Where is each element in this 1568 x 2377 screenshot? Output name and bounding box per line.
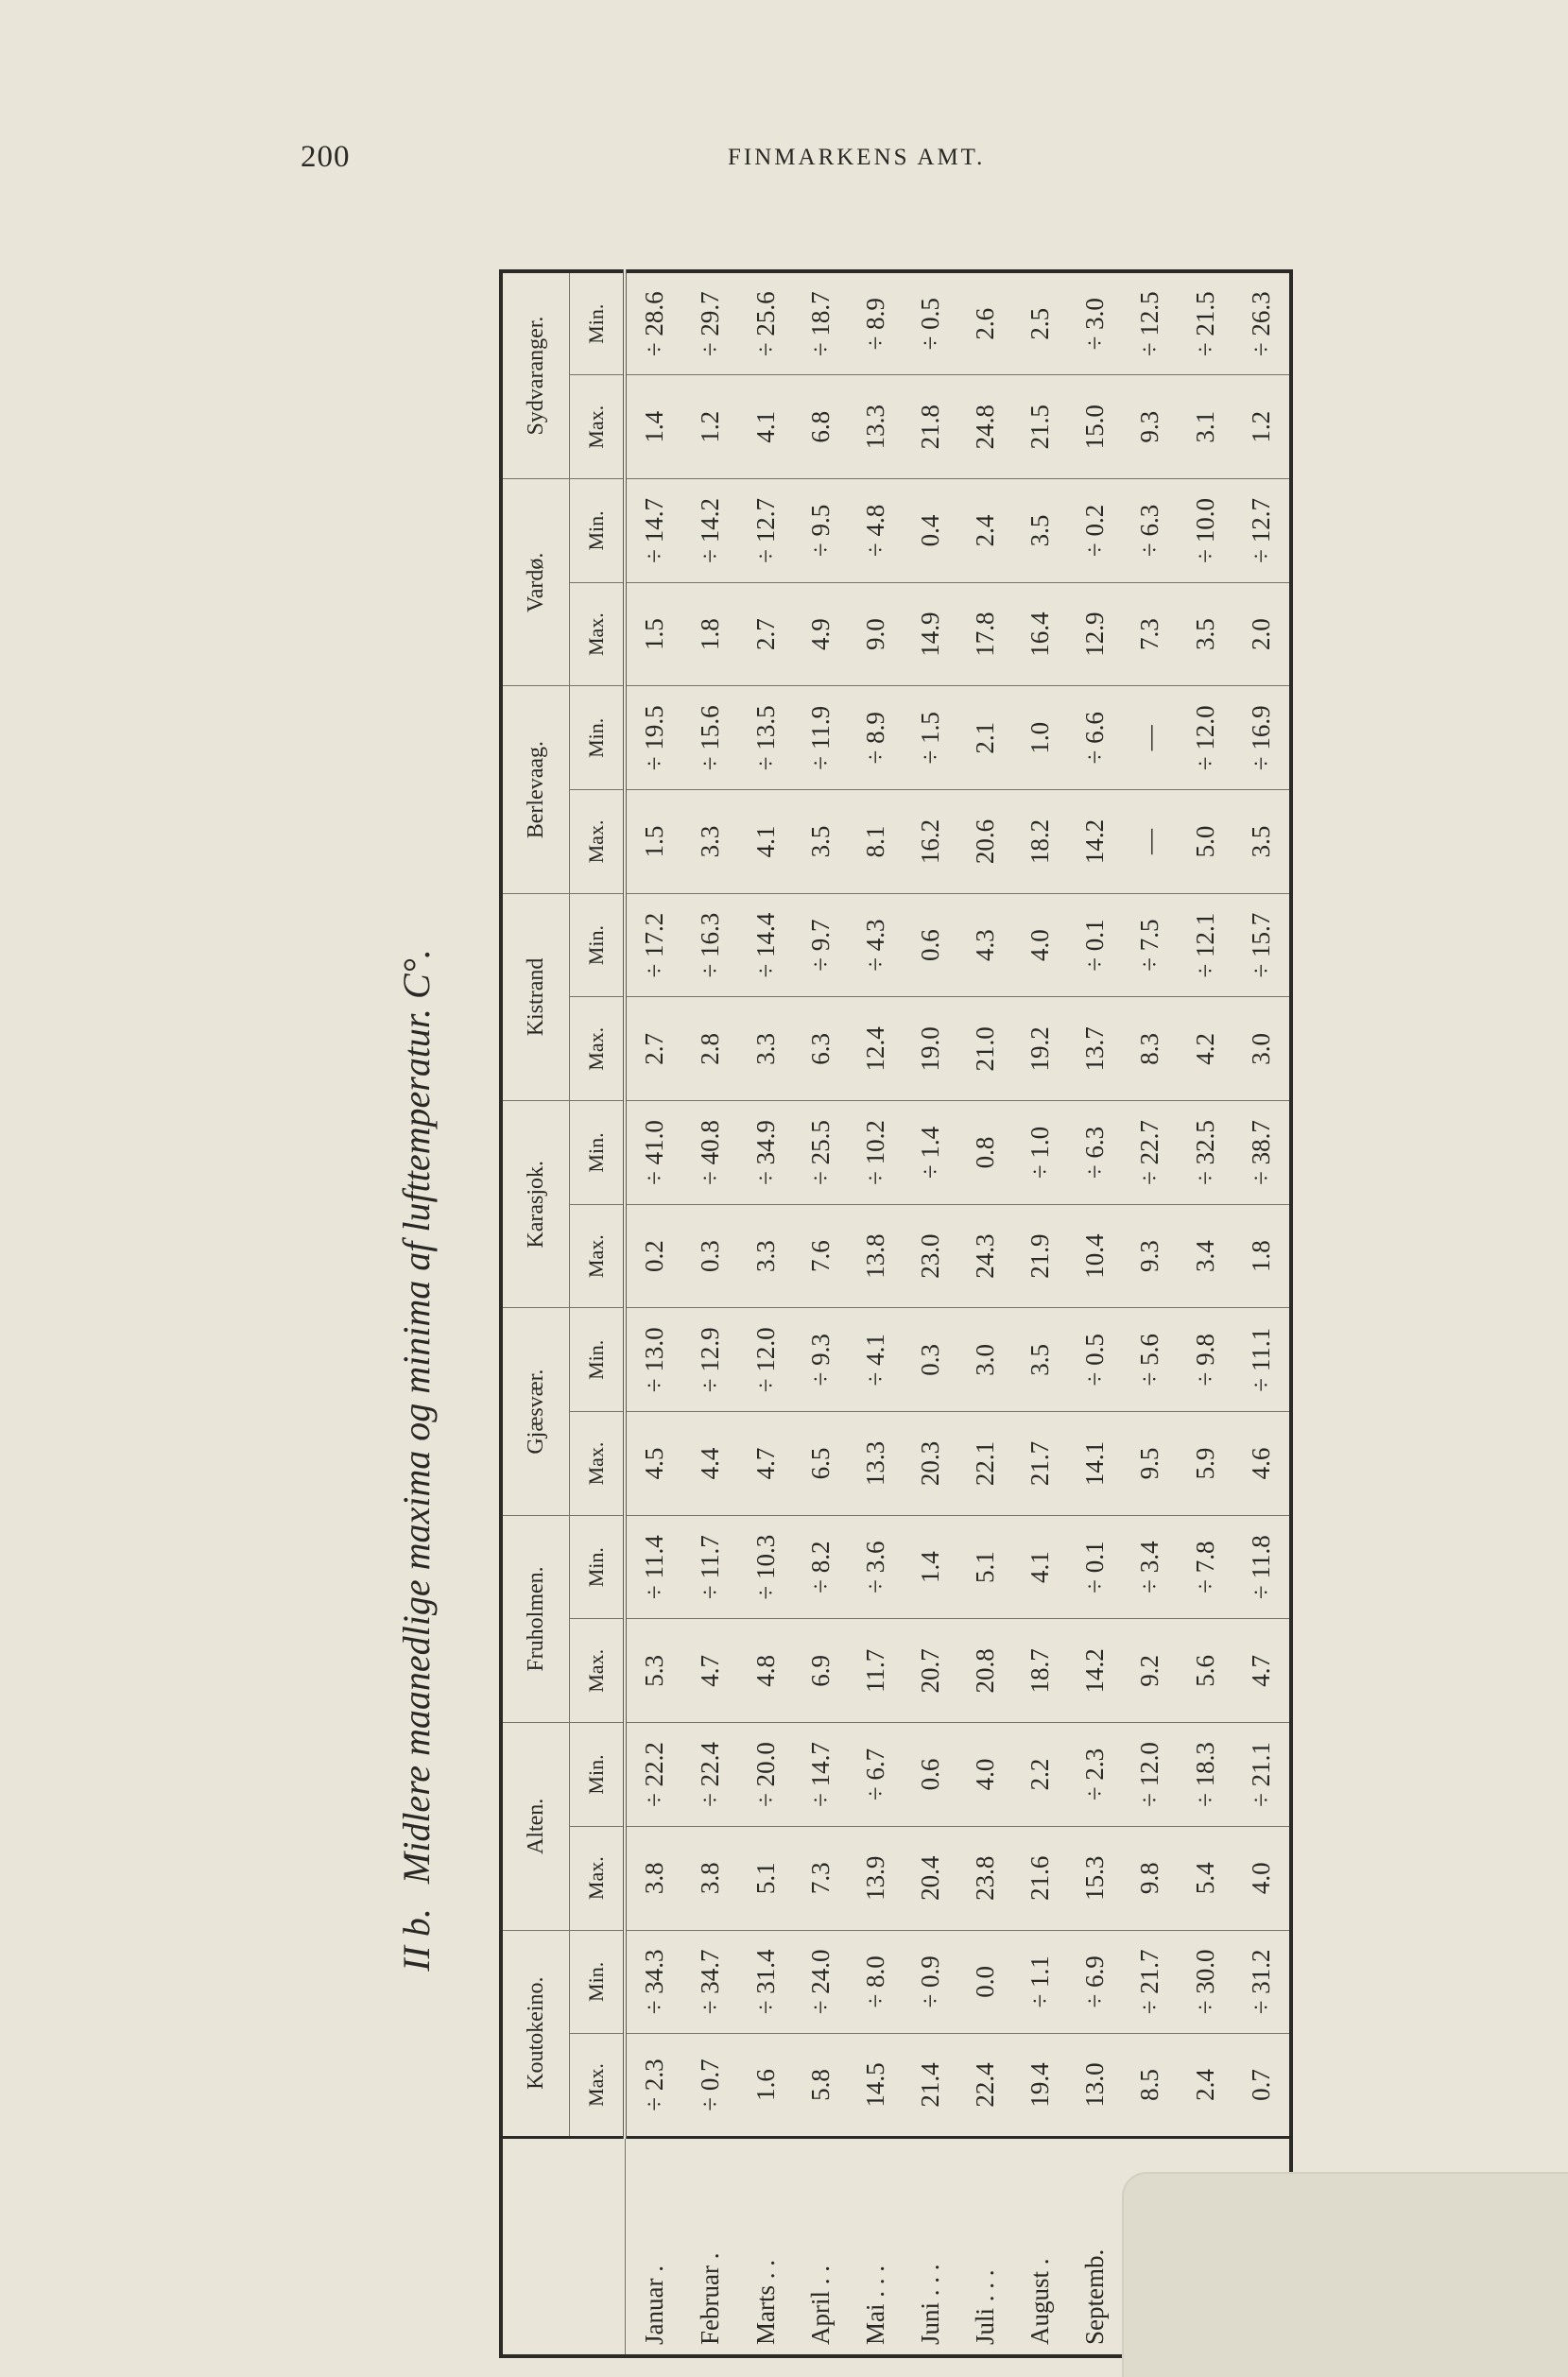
min-value-cell: ÷ 0.1	[1068, 1515, 1123, 1619]
min-value-cell: ÷ 0.2	[1068, 479, 1123, 583]
table-row	[683, 271, 738, 2356]
max-value-cell: 22.1	[958, 1412, 1013, 1516]
min-value-cell: ÷ 21.5	[1178, 271, 1232, 375]
min-subheader: Min.	[570, 1930, 626, 2034]
table-row	[793, 271, 848, 2356]
min-value-cell: ÷ 4.8	[848, 479, 903, 583]
max-value-cell: 12.4	[848, 997, 903, 1101]
max-value-cell: 13.0	[1068, 2034, 1123, 2138]
min-value-cell: ÷ 12.0	[1178, 686, 1232, 790]
max-subheader: Max.	[570, 1826, 626, 1930]
min-value-cell: ÷ 8.9	[848, 686, 903, 790]
max-value-cell: 21.0	[958, 997, 1013, 1101]
min-value-cell: ÷ 22.2	[625, 1723, 683, 1827]
max-value-cell: 3.1	[1178, 375, 1232, 479]
min-value-cell: ÷ 38.7	[1232, 1101, 1291, 1205]
min-value-cell: 4.0	[958, 1723, 1013, 1827]
max-value-cell: 20.8	[958, 1619, 1013, 1723]
max-value-cell: 21.9	[1013, 1204, 1068, 1308]
min-value-cell: ÷ 24.0	[793, 1930, 848, 2034]
max-value-cell: 8.3	[1123, 997, 1178, 1101]
table-designation: II b.	[394, 1908, 438, 1972]
min-value-cell: ÷ 3.0	[1068, 271, 1123, 375]
max-value-cell: 21.7	[1013, 1412, 1068, 1516]
max-value-cell: 5.3	[625, 1619, 683, 1723]
min-value-cell: 3.0	[958, 1308, 1013, 1412]
max-value-cell: 21.5	[1013, 375, 1068, 479]
month-label: Septemb.	[1068, 2137, 1123, 2356]
max-value-cell: 8.5	[1123, 2034, 1178, 2138]
table-row	[958, 271, 1013, 2356]
min-value-cell: ÷ 12.0	[1123, 1723, 1178, 1827]
min-value-cell: ÷ 10.0	[1178, 479, 1232, 583]
max-value-cell: ÷ 0.7	[683, 2034, 738, 2138]
temperature-table	[499, 269, 1293, 2358]
min-value-cell: ÷ 6.3	[1123, 479, 1178, 583]
station-header: Vardø.	[501, 479, 570, 686]
min-value-cell: ÷ 21.7	[1123, 1930, 1178, 2034]
min-subheader: Min.	[570, 271, 626, 375]
min-value-cell: ÷ 29.7	[683, 271, 738, 375]
min-value-cell: ÷ 11.7	[683, 1515, 738, 1619]
table-row	[903, 271, 957, 2356]
min-value-cell: ÷ 14.7	[793, 1723, 848, 1827]
max-value-cell: 21.4	[903, 2034, 957, 2138]
table-frame	[499, 269, 1293, 2358]
max-value-cell: 9.2	[1123, 1619, 1178, 1723]
max-value-cell: 18.2	[1013, 790, 1068, 894]
min-subheader: Min.	[570, 893, 626, 997]
max-value-cell: 14.2	[1068, 790, 1123, 894]
max-value-cell: 9.8	[1123, 1826, 1178, 1930]
max-value-cell: 14.5	[848, 2034, 903, 2138]
table-body	[625, 271, 1291, 2356]
max-value-cell: 3.3	[683, 790, 738, 894]
min-value-cell: ÷ 7.8	[1178, 1515, 1232, 1619]
min-value-cell: ÷ 0.1	[1068, 893, 1123, 997]
min-subheader: Min.	[570, 1101, 626, 1205]
station-header-row	[501, 271, 570, 2356]
max-value-cell: 6.8	[793, 375, 848, 479]
min-value-cell: ÷ 18.3	[1178, 1723, 1232, 1827]
max-value-cell: 4.5	[625, 1412, 683, 1516]
max-value-cell: 3.8	[625, 1826, 683, 1930]
station-header: Sydvaranger.	[501, 271, 570, 479]
min-value-cell: ÷ 14.7	[625, 479, 683, 583]
month-column-header	[501, 2137, 625, 2356]
month-label: August .	[1013, 2137, 1068, 2356]
min-value-cell: ÷ 10.2	[848, 1101, 903, 1205]
min-value-cell: 2.1	[958, 686, 1013, 790]
min-value-cell: 0.6	[903, 1723, 957, 1827]
max-value-cell: 1.4	[625, 375, 683, 479]
min-value-cell: ÷ 6.3	[1068, 1101, 1123, 1205]
max-value-cell: 13.3	[848, 375, 903, 479]
month-label: Januar .	[625, 2137, 683, 2356]
min-value-cell: ÷ 1.1	[1013, 1930, 1068, 2034]
max-value-cell: 9.5	[1123, 1412, 1178, 1516]
max-value-cell: 3.5	[793, 790, 848, 894]
min-value-cell: ÷ 0.5	[903, 271, 957, 375]
min-value-cell: ÷ 12.5	[1123, 271, 1178, 375]
max-value-cell: 13.7	[1068, 997, 1123, 1101]
max-value-cell: 4.7	[1232, 1619, 1291, 1723]
table-row	[1013, 271, 1068, 2356]
min-value-cell: 2.2	[1013, 1723, 1068, 1827]
max-subheader: Max.	[570, 375, 626, 479]
max-value-cell: 7.6	[793, 1204, 848, 1308]
min-value-cell: ÷ 12.9	[683, 1308, 738, 1412]
min-value-cell: 0.8	[958, 1101, 1013, 1205]
min-value-cell: ÷ 9.3	[793, 1308, 848, 1412]
max-value-cell: 19.2	[1013, 997, 1068, 1101]
station-header: Gjæsvær.	[501, 1308, 570, 1515]
min-value-cell: ÷ 3.6	[848, 1515, 903, 1619]
min-value-cell: ÷ 16.9	[1232, 686, 1291, 790]
max-value-cell: 16.2	[903, 790, 957, 894]
max-value-cell: 20.6	[958, 790, 1013, 894]
max-value-cell: 3.8	[683, 1826, 738, 1930]
min-value-cell: ÷ 9.8	[1178, 1308, 1232, 1412]
max-value-cell: 15.3	[1068, 1826, 1123, 1930]
min-value-cell: 0.0	[958, 1930, 1013, 2034]
min-value-cell: ÷ 1.0	[1013, 1101, 1068, 1205]
max-value-cell: 24.8	[958, 375, 1013, 479]
min-value-cell: ÷ 34.9	[738, 1101, 793, 1205]
max-value-cell: —	[1123, 790, 1178, 894]
max-value-cell: 3.3	[738, 1204, 793, 1308]
min-subheader: Min.	[570, 479, 626, 583]
min-value-cell: 2.6	[958, 271, 1013, 375]
max-value-cell: 22.4	[958, 2034, 1013, 2138]
max-value-cell: 20.7	[903, 1619, 957, 1723]
max-value-cell: 7.3	[1123, 582, 1178, 686]
max-value-cell: 0.2	[625, 1204, 683, 1308]
min-value-cell: ÷ 7.5	[1123, 893, 1178, 997]
min-value-cell: ÷ 32.5	[1178, 1101, 1232, 1205]
max-value-cell: 20.3	[903, 1412, 957, 1516]
min-value-cell: 4.0	[1013, 893, 1068, 997]
min-value-cell: ÷ 11.9	[793, 686, 848, 790]
station-header: Alten.	[501, 1723, 570, 1930]
max-value-cell: 0.7	[1232, 2034, 1291, 2138]
max-value-cell: 10.4	[1068, 1204, 1123, 1308]
max-value-cell: 2.7	[738, 582, 793, 686]
min-value-cell: ÷ 12.7	[1232, 479, 1291, 583]
max-value-cell: 5.0	[1178, 790, 1232, 894]
min-value-cell: ÷ 28.6	[625, 271, 683, 375]
max-value-cell: 9.3	[1123, 1204, 1178, 1308]
min-value-cell: 5.1	[958, 1515, 1013, 1619]
month-label: Marts . .	[738, 2137, 793, 2356]
max-value-cell: 3.0	[1232, 997, 1291, 1101]
max-value-cell: 5.8	[793, 2034, 848, 2138]
max-value-cell: 24.3	[958, 1204, 1013, 1308]
min-subheader: Min.	[570, 1515, 626, 1619]
max-value-cell: 1.2	[1232, 375, 1291, 479]
min-value-cell: ÷ 8.0	[848, 1930, 903, 2034]
max-value-cell: 18.7	[1013, 1619, 1068, 1723]
min-value-cell: ÷ 13.0	[625, 1308, 683, 1412]
page-number: 200	[301, 140, 351, 174]
min-value-cell: ÷ 2.3	[1068, 1723, 1123, 1827]
min-value-cell: 2.5	[1013, 271, 1068, 375]
max-value-cell: 1.5	[625, 790, 683, 894]
min-value-cell: 4.1	[1013, 1515, 1068, 1619]
min-value-cell: ÷ 4.1	[848, 1308, 903, 1412]
max-value-cell: 4.2	[1178, 997, 1232, 1101]
min-value-cell: 0.6	[903, 893, 957, 997]
min-value-cell: ÷ 16.3	[683, 893, 738, 997]
max-value-cell: 16.4	[1013, 582, 1068, 686]
min-value-cell: ÷ 6.9	[1068, 1930, 1123, 2034]
month-label: Februar .	[683, 2137, 738, 2356]
min-value-cell: 1.0	[1013, 686, 1068, 790]
min-value-cell: ÷ 12.0	[738, 1308, 793, 1412]
min-value-cell: ÷ 15.6	[683, 686, 738, 790]
max-value-cell: 0.3	[683, 1204, 738, 1308]
table-title	[388, 704, 444, 2216]
min-value-cell: ÷ 40.8	[683, 1101, 738, 1205]
month-label: Juli . . .	[958, 2137, 1013, 2356]
min-value-cell: 0.4	[903, 479, 957, 583]
station-header: Fruholmen.	[501, 1515, 570, 1722]
min-value-cell: ÷ 6.6	[1068, 686, 1123, 790]
max-value-cell: 6.5	[793, 1412, 848, 1516]
max-value-cell: 4.8	[738, 1619, 793, 1723]
min-value-cell: ÷ 25.6	[738, 271, 793, 375]
min-value-cell: ÷ 25.5	[793, 1101, 848, 1205]
max-value-cell: 21.8	[903, 375, 957, 479]
station-header: Kistrand	[501, 893, 570, 1100]
max-subheader: Max.	[570, 1204, 626, 1308]
max-value-cell: 14.2	[1068, 1619, 1123, 1723]
max-value-cell: 6.3	[793, 997, 848, 1101]
min-value-cell: 3.5	[1013, 1308, 1068, 1412]
max-value-cell: 1.5	[625, 582, 683, 686]
min-value-cell: ÷ 34.7	[683, 1930, 738, 2034]
min-value-cell: 0.3	[903, 1308, 957, 1412]
max-value-cell: 5.6	[1178, 1619, 1232, 1723]
min-value-cell: 1.4	[903, 1515, 957, 1619]
max-value-cell: 13.3	[848, 1412, 903, 1516]
min-value-cell: ÷ 8.9	[848, 271, 903, 375]
max-value-cell: 3.3	[738, 997, 793, 1101]
min-value-cell: ÷ 9.5	[793, 479, 848, 583]
min-value-cell: ÷ 22.4	[683, 1723, 738, 1827]
min-value-cell: ÷ 21.1	[1232, 1723, 1291, 1827]
month-label: April . .	[793, 2137, 848, 2356]
min-value-cell: ÷ 11.8	[1232, 1515, 1291, 1619]
min-subheader: Min.	[570, 1723, 626, 1827]
max-subheader: Max.	[570, 582, 626, 686]
max-value-cell: 5.1	[738, 1826, 793, 1930]
max-value-cell: 3.5	[1178, 582, 1232, 686]
max-value-cell: 1.8	[683, 582, 738, 686]
min-value-cell: ÷ 30.0	[1178, 1930, 1232, 2034]
max-value-cell: 1.6	[738, 2034, 793, 2138]
min-value-cell: ÷ 19.5	[625, 686, 683, 790]
max-value-cell: 21.6	[1013, 1826, 1068, 1930]
max-value-cell: 19.4	[1013, 2034, 1068, 2138]
min-value-cell: ÷ 17.2	[625, 893, 683, 997]
min-value-cell: ÷ 12.7	[738, 479, 793, 583]
max-value-cell: 1.2	[683, 375, 738, 479]
max-subheader: Max.	[570, 997, 626, 1101]
min-value-cell: ÷ 11.1	[1232, 1308, 1291, 1412]
max-value-cell: 3.4	[1178, 1204, 1232, 1308]
min-value-cell: ÷ 26.3	[1232, 271, 1291, 375]
table-row	[625, 271, 683, 2356]
max-subheader: Max.	[570, 1412, 626, 1516]
min-value-cell: ÷ 6.7	[848, 1723, 903, 1827]
max-value-cell: 14.9	[903, 582, 957, 686]
max-value-cell: 17.8	[958, 582, 1013, 686]
max-value-cell: 4.4	[683, 1412, 738, 1516]
month-label: Juni . . .	[903, 2137, 957, 2356]
max-value-cell: 13.9	[848, 1826, 903, 1930]
max-value-cell: 9.0	[848, 582, 903, 686]
month-label: Mai . . .	[848, 2137, 903, 2356]
max-value-cell: 13.8	[848, 1204, 903, 1308]
maxmin-header-row	[570, 271, 626, 2356]
max-value-cell: 20.4	[903, 1826, 957, 1930]
station-header: Karasjok.	[501, 1101, 570, 1308]
max-value-cell: 11.7	[848, 1619, 903, 1723]
max-value-cell: 2.7	[625, 997, 683, 1101]
max-subheader: Max.	[570, 1619, 626, 1723]
max-value-cell: 2.0	[1232, 582, 1291, 686]
max-value-cell: 12.9	[1068, 582, 1123, 686]
min-value-cell: ÷ 31.2	[1232, 1930, 1291, 2034]
station-header: Koutokeino.	[501, 1930, 570, 2137]
table-row	[1178, 271, 1232, 2356]
min-value-cell: ÷ 5.6	[1123, 1308, 1178, 1412]
min-value-cell: ÷ 34.3	[625, 1930, 683, 2034]
min-value-cell: ÷ 31.4	[738, 1930, 793, 2034]
max-value-cell: 9.3	[1123, 375, 1178, 479]
max-value-cell: 4.7	[683, 1619, 738, 1723]
max-value-cell: 2.4	[1178, 2034, 1232, 2138]
min-value-cell: ÷ 11.4	[625, 1515, 683, 1619]
max-value-cell: 4.9	[793, 582, 848, 686]
max-subheader: Max.	[570, 790, 626, 894]
max-value-cell: 4.0	[1232, 1826, 1291, 1930]
max-value-cell: 23.8	[958, 1826, 1013, 1930]
min-value-cell: ÷ 14.2	[683, 479, 738, 583]
max-value-cell: 15.0	[1068, 375, 1123, 479]
min-value-cell: ÷ 20.0	[738, 1723, 793, 1827]
min-subheader: Min.	[570, 686, 626, 790]
max-value-cell: 4.7	[738, 1412, 793, 1516]
table-row	[1068, 271, 1123, 2356]
table-row	[1123, 271, 1178, 2356]
max-value-cell: 4.6	[1232, 1412, 1291, 1516]
table-row	[1232, 271, 1291, 2356]
min-value-cell: ÷ 1.4	[903, 1101, 957, 1205]
max-value-cell: 19.0	[903, 997, 957, 1101]
min-value-cell: 4.3	[958, 893, 1013, 997]
page-corner	[1122, 2172, 1568, 2377]
table-row	[848, 271, 903, 2356]
max-value-cell: 7.3	[793, 1826, 848, 1930]
max-value-cell: 2.8	[683, 997, 738, 1101]
max-value-cell: ÷ 2.3	[625, 2034, 683, 2138]
max-value-cell: 3.5	[1232, 790, 1291, 894]
min-value-cell: ÷ 10.3	[738, 1515, 793, 1619]
min-value-cell: ÷ 18.7	[793, 271, 848, 375]
min-value-cell: 2.4	[958, 479, 1013, 583]
max-value-cell: 14.1	[1068, 1412, 1123, 1516]
table-caption: Midlere maanedlige maxima og minima af lufttemperatur. C°.	[394, 949, 438, 1885]
min-value-cell: ÷ 1.5	[903, 686, 957, 790]
max-value-cell: 23.0	[903, 1204, 957, 1308]
min-value-cell: ÷ 3.4	[1123, 1515, 1178, 1619]
max-value-cell: 4.1	[738, 790, 793, 894]
min-value-cell: ÷ 15.7	[1232, 893, 1291, 997]
max-value-cell: 1.8	[1232, 1204, 1291, 1308]
min-value-cell: ÷ 8.2	[793, 1515, 848, 1619]
max-value-cell: 6.9	[793, 1619, 848, 1723]
min-value-cell: 3.5	[1013, 479, 1068, 583]
max-value-cell: 4.1	[738, 375, 793, 479]
min-value-cell: ÷ 14.4	[738, 893, 793, 997]
min-value-cell: ÷ 0.9	[903, 1930, 957, 2034]
min-subheader: Min.	[570, 1308, 626, 1412]
min-value-cell: ÷ 41.0	[625, 1101, 683, 1205]
station-header: Berlevaag.	[501, 686, 570, 893]
table-row	[738, 271, 793, 2356]
min-value-cell: —	[1123, 686, 1178, 790]
min-value-cell: ÷ 22.7	[1123, 1101, 1178, 1205]
max-value-cell: 5.4	[1178, 1826, 1232, 1930]
max-subheader: Max.	[570, 2034, 626, 2138]
min-value-cell: ÷ 0.5	[1068, 1308, 1123, 1412]
running-head: FINMARKENS AMT.	[728, 145, 986, 170]
min-value-cell: ÷ 9.7	[793, 893, 848, 997]
min-value-cell: ÷ 13.5	[738, 686, 793, 790]
min-value-cell: ÷ 4.3	[848, 893, 903, 997]
min-value-cell: ÷ 12.1	[1178, 893, 1232, 997]
max-value-cell: 5.9	[1178, 1412, 1232, 1516]
max-value-cell: 8.1	[848, 790, 903, 894]
